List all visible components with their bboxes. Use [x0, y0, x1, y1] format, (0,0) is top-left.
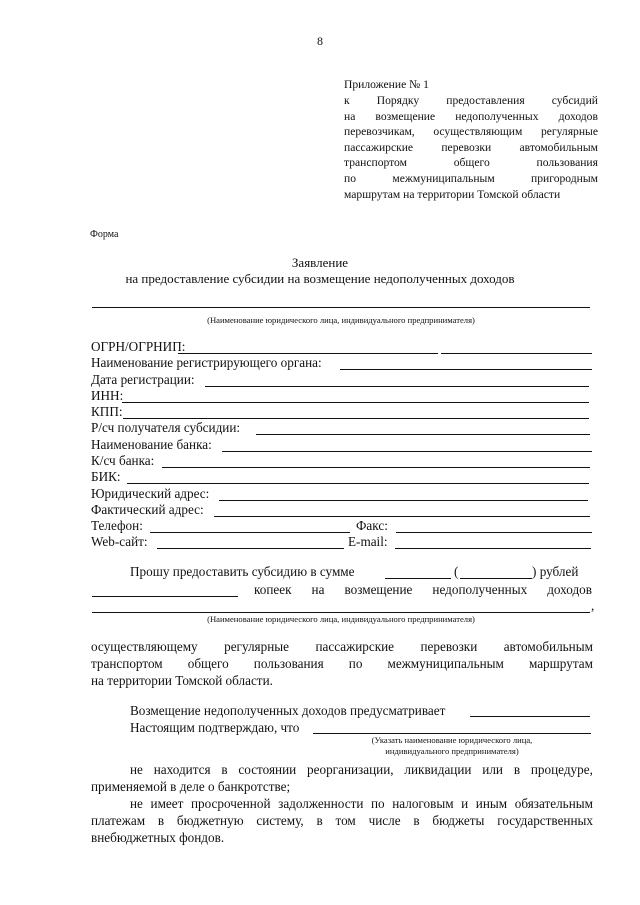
condition-2-line-3: внебюджетных фондов.: [91, 830, 225, 845]
request-line-5: на территории Томской области.: [91, 673, 273, 688]
actual-address-field[interactable]: [214, 516, 590, 517]
document-title: Заявление: [291, 255, 349, 270]
kpp-field[interactable]: [123, 418, 589, 419]
confirm-text: Настоящим подтверждаю, что: [130, 720, 300, 735]
reg-date-field[interactable]: [205, 386, 589, 387]
phone-label: Телефон:: [91, 518, 143, 533]
recipient-name-field[interactable]: [92, 612, 590, 613]
email-field[interactable]: [395, 548, 591, 549]
org-name-field[interactable]: [92, 307, 590, 308]
org-name-caption: (Наименование юридического лица, индивидуального предпринимателя): [207, 315, 475, 325]
email-label: E-mail:: [348, 534, 388, 549]
comma: ,: [591, 598, 595, 613]
website-field[interactable]: [157, 548, 344, 549]
legal-address-label: Юридический адрес:: [91, 486, 210, 501]
website-label: Web-сайт:: [91, 534, 148, 549]
document-subtitle: на предоставление субсидии на возмещение недополученных доходов: [125, 271, 515, 286]
bank-label: Наименование банка:: [91, 437, 212, 452]
kopecks-field[interactable]: [92, 596, 238, 597]
fax-label: Факс:: [356, 518, 388, 533]
provision-field[interactable]: [470, 716, 590, 717]
confirm-caption-1: (Указать наименование юридического лица,: [371, 735, 533, 745]
condition-2-line-1: не имеет просроченной задолженности по налоговым и иным обязательным: [130, 796, 593, 811]
paren-open: (: [454, 564, 459, 579]
inn-label: ИНН:: [91, 388, 124, 403]
condition-2-line-2: платежам в бюджетную систему, в том числе в бюджеты государственных: [91, 813, 593, 828]
recipient-name-caption: (Наименование юридического лица, индивидуального предпринимателя): [207, 614, 475, 624]
appendix-line: по межмуниципальным пригородным: [344, 171, 598, 185]
confirm-caption-2: индивидуального предпринимателя): [385, 746, 519, 756]
bik-label: БИК:: [91, 469, 121, 484]
bank-field[interactable]: [222, 451, 592, 452]
reg-date-label: Дата регистрации:: [91, 372, 195, 387]
rubles-label: ) рублей: [532, 564, 579, 579]
appendix-line: транспортом общего пользования: [344, 156, 598, 170]
appendix-line: к Порядку предоставления субсидий: [344, 94, 598, 107]
request-line-2: копеек на возмещение недополученных доходов: [254, 582, 592, 597]
reg-org-field[interactable]: [340, 369, 592, 370]
appendix-line: пассажирские перевозки автомобильным: [344, 140, 598, 154]
page-number: 8: [317, 34, 323, 48]
confirm-org-field[interactable]: [313, 733, 591, 734]
appendix-text: [344, 93, 598, 202]
phone-field[interactable]: [150, 532, 350, 533]
subsidy-amount-words-field[interactable]: [460, 578, 532, 579]
bik-field[interactable]: [127, 483, 589, 484]
condition-1-line-2: применяемой в деле о банкротстве;: [91, 779, 291, 794]
request-prefix: Прошу предоставить субсидию в сумме: [130, 564, 355, 579]
appendix-line: перевозчикам, осуществляющим регулярные: [344, 125, 598, 139]
request-line-4: транспортом общего пользования по межмуниципальным маршрутам: [91, 656, 593, 671]
appendix-title: Приложение № 1: [344, 78, 429, 91]
ogrn-label: ОГРН/ОГРНИП:: [91, 339, 186, 354]
ogrn-field[interactable]: [178, 353, 438, 354]
ogrnip-field[interactable]: [441, 353, 592, 354]
appendix-line: на возмещение недополученных доходов: [344, 109, 598, 123]
legal-address-field[interactable]: [219, 500, 588, 501]
request-line-3: осуществляющему регулярные пассажирские перевозки автомобильным: [91, 639, 593, 654]
account-field[interactable]: [256, 434, 590, 435]
provision-text: Возмещение недополученных доходов предусматривает: [130, 703, 446, 718]
reg-org-label: Наименование регистрирующего органа:: [91, 355, 322, 370]
fax-field[interactable]: [396, 532, 592, 533]
inn-field[interactable]: [122, 402, 589, 403]
appendix-line: маршрутам на территории Томской области: [344, 187, 561, 201]
form-label: Форма: [90, 229, 119, 240]
corr-account-label: К/сч банка:: [91, 453, 155, 468]
corr-account-field[interactable]: [162, 467, 590, 468]
subsidy-amount-field[interactable]: [385, 578, 451, 579]
actual-address-label: Фактический адрес:: [91, 502, 204, 517]
condition-1-line-1: не находится в состоянии реорганизации, ликвидации или в процедуре,: [130, 762, 593, 777]
kpp-label: КПП:: [91, 404, 123, 419]
account-label: Р/сч получателя субсидии:: [91, 420, 241, 435]
